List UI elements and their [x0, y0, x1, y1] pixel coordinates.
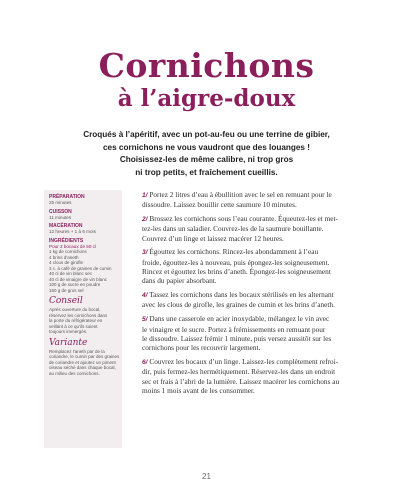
- step-number: 3/: [142, 249, 148, 257]
- marinade-value: 12 heures + 1 à 6 mois: [49, 229, 96, 235]
- step-line: [142, 214, 377, 224]
- variante-line: de coriandre et ajoutez un piment: [49, 359, 116, 365]
- ingredients-yield: Pour 2 bocaux de 50 cl: [49, 243, 96, 249]
- ingredient-item: 4 brins d’aneth: [49, 254, 79, 260]
- ingredient-item: 40 cl de vinaigre de vin blanc: [49, 276, 108, 282]
- step-text: froide, égouttez-les à nouveau, puis épongez-les soigneusement.: [142, 257, 330, 267]
- prep-value: 25 minutes: [49, 200, 72, 205]
- conseil-line: réservez les cornichons dans: [49, 312, 108, 318]
- step-text: Égouttez les cornichons. Rincez-les abondamment à l’eau: [149, 247, 319, 257]
- step-text: dissoudre. Laissez bouillir cette saumure 10 minutes.: [142, 200, 297, 210]
- ingredient-item: 1 kg de cornichons: [49, 249, 87, 255]
- recipe-intro: [40, 129, 373, 179]
- intro-line: Choisissez-les de même calibre, ni trop gros: [119, 155, 294, 165]
- variante-line: oiseau séché dans chaque bocal,: [49, 365, 116, 371]
- ingredient-item: 4 clous de girofle: [49, 260, 84, 266]
- step-text: dans du papier absorbant.: [142, 276, 217, 286]
- page-number: 21: [202, 472, 211, 481]
- recipe-steps: [142, 190, 377, 400]
- step-line: [142, 290, 377, 300]
- ingredient-item: 100 g de sucre en poudre: [49, 282, 101, 288]
- recipe-step: [142, 290, 377, 310]
- step-text: avec les clous de girofle, les graines de cumin et les brins d’aneth.: [142, 300, 335, 310]
- step-line: [142, 357, 377, 367]
- step-number: 6/: [142, 358, 148, 366]
- variante-title: Variante: [49, 337, 88, 348]
- ingredient-item: 40 cl de vin blanc sec: [49, 271, 93, 277]
- ingredient-item: 150 g de gros sel: [49, 287, 84, 293]
- recipe-info-sidebar: [44, 190, 122, 448]
- step-text: le vinaigre et le sucre. Portez à frémissements en remuant pour: [142, 324, 326, 334]
- recipe-step: [142, 247, 377, 285]
- ingredients-label: INGRÉDIENTS: [49, 237, 84, 244]
- recipe-step: [142, 214, 377, 243]
- step-text: Brossez les cornichons sous l’eau courante. Équeutez-les et met-: [149, 214, 338, 224]
- conseil-line: Après ouverture du bocal,: [49, 307, 101, 313]
- cook-value: 11 minutes: [49, 214, 72, 220]
- step-text: sec et frais à l’abri de la lumière. Laissez macérer les cornichons au: [142, 376, 340, 386]
- intro-line: ces cornichons ne vous vaudront que des louanges !: [102, 142, 310, 152]
- recipe-step: [142, 314, 377, 352]
- step-line: [142, 190, 377, 200]
- intro-line: Croqués à l’apéritif, avec un pot-au-feu ou une terrine de gibier,: [83, 130, 330, 139]
- recipe-subtitle: à l’aigre-doux: [117, 85, 296, 112]
- variante-line: au milieu des cornichons.: [49, 370, 100, 376]
- step-text: moins 1 mois avant de les consommer.: [142, 385, 255, 395]
- step-text: le dissoudre. Laissez frémir 1 minute, puis versez aussitôt sur les: [142, 333, 332, 343]
- step-text: Couvrez d’un linge et laissez macérer 12 heures.: [142, 233, 284, 243]
- step-number: 1/: [142, 192, 148, 199]
- step-text: dir, puis fermez-les hermétiquement. Réservez-les dans un endroit: [142, 367, 336, 377]
- marinade-label: MACÉRATION: [49, 223, 83, 230]
- conseil-line: toujours immergés.: [49, 329, 88, 335]
- recipe-title: Cornichons: [98, 46, 315, 85]
- conseil-text: [49, 307, 118, 335]
- step-text: Rincez et égouttez les brins d’aneth. Épongez-les soigneusement: [142, 267, 331, 277]
- step-number: 4/: [142, 292, 148, 300]
- step-text: tez-les dans un saladier. Couvrez-les de la saumure bouillante.: [142, 224, 324, 234]
- recipe-step: [142, 190, 377, 210]
- step-number: 2/: [142, 216, 148, 224]
- prep-label: PRÉPARATION: [49, 194, 85, 200]
- step-text: cornichons pour les recouvrir largement.: [142, 343, 261, 353]
- step-text: Dans une casserole en acier inoxydable, mélangez le vin avec: [149, 314, 330, 324]
- intro-line: ni trop petits, et fraîchement cueillis.: [135, 167, 278, 177]
- conseil-line: la porte du réfrigérateur en: [49, 318, 103, 324]
- conseil-line: veillant à ce qu’ils soient: [49, 323, 98, 329]
- ingredients-list: [49, 249, 118, 293]
- ingredient-item: 3 c. à café de graines de cumin: [49, 265, 112, 271]
- cook-label: CUISSON: [49, 208, 72, 215]
- step-line: [142, 247, 377, 257]
- variante-text: [49, 349, 118, 377]
- variante-line: coriandre, le cumin par des graines: [49, 354, 120, 360]
- variante-line: Remplacez l’aneth par de la: [49, 348, 105, 354]
- step-number: 5/: [142, 316, 148, 324]
- step-text: Portez 2 litres d’eau à ébullition avec le sel en remuant pour le: [149, 190, 332, 199]
- recipe-step: [142, 357, 377, 395]
- step-line: [142, 314, 377, 324]
- step-text: Tassez les cornichons dans les bocaux stérilisés en les alternant: [149, 290, 334, 300]
- conseil-title: Conseil: [49, 296, 83, 307]
- step-text: Couvrez les bocaux d’un linge. Laissez-les complètement refroi-: [149, 356, 339, 366]
